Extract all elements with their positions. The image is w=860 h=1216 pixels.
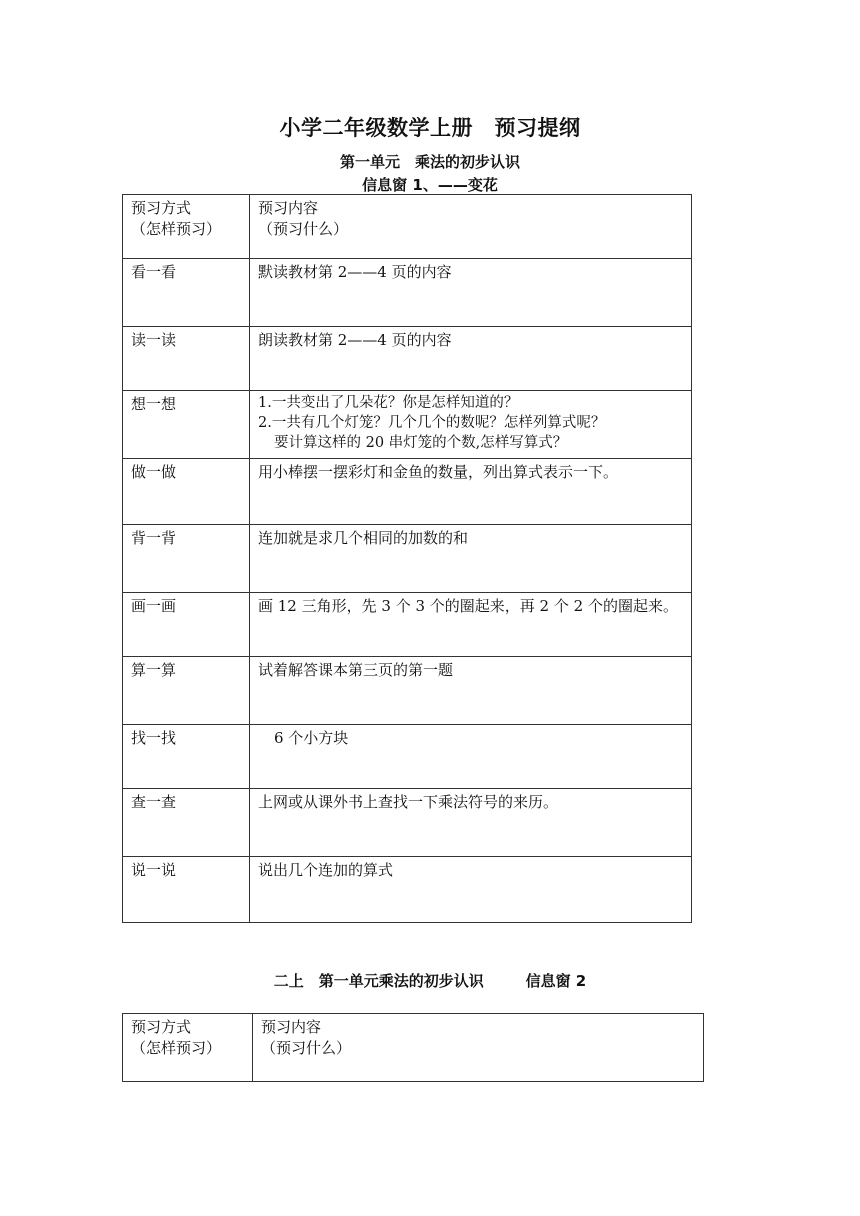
table-row [123,657,692,725]
method-cell: 做一做 [123,459,250,525]
method-cell: 背一背 [123,525,250,593]
method-cell: 查一查 [123,789,250,857]
content-cell [250,391,692,459]
table-header-row [123,195,692,259]
content-cell [250,259,692,327]
content-cell [250,657,692,725]
method-cell: 看一看 [123,259,250,327]
method-header-cell [123,195,250,259]
content-line: 默读教材第 2——4 页的内容 [258,263,452,281]
unit-title: 第一单元 乘法的初步认识 [339,153,520,171]
method-cell: 读一读 [123,327,250,391]
content-line: 画 12 三角形，先 3 个 3 个的圈起来，再 2 个 2 个的圈起来。 [258,597,678,615]
page-title: 小学二年级数学上册 预习提纲 [279,116,581,140]
content-cell [250,327,692,391]
table-row [123,259,692,327]
table-row [123,857,692,923]
content-line: 2.一共有几个灯笼？几个几个的数呢？怎样列算式呢？ [258,415,606,431]
preview-table-2 [122,1013,704,1082]
content-line: 连加就是求几个相同的加数的和 [258,529,469,547]
method-cell: 找一找 [123,725,250,789]
method-cell: 说一说 [123,857,250,923]
section2-window-label: 信息窗 2 [525,972,587,990]
content-header-cell [253,1014,704,1082]
content-header-note: （预习什么） [258,220,349,238]
method-header-note: （怎样预习） [131,1039,222,1057]
method-cell: 想一想 [123,391,250,459]
table-row [123,789,692,857]
content-cell [250,593,692,657]
table-header-row [123,1014,704,1082]
content-line: 6 个小方块 [274,729,349,747]
content-header-cell [250,195,692,259]
table-row [123,391,692,459]
table-row [123,593,692,657]
content-cell [250,459,692,525]
content-cell [250,725,692,789]
method-header-label: 预习方式 [131,199,192,217]
content-line: 试着解答课本第三页的第一题 [258,661,454,679]
content-header-label: 预习内容 [261,1018,322,1036]
method-header-note: （怎样预习） [131,220,222,238]
method-header-label: 预习方式 [131,1018,192,1036]
table-row [123,725,692,789]
table-row [123,525,692,593]
content-header-label: 预习内容 [258,199,319,217]
content-line: 要计算这样的 20 串灯笼的个数,怎样写算式？ [274,435,568,451]
content-line: 1.一共变出了几朵花？你是怎样知道的？ [258,395,519,411]
table-row [123,459,692,525]
section2-title [0,970,860,991]
content-header-note: （预习什么） [261,1039,352,1057]
content-line: 用小棒摆一摆彩灯和金鱼的数量，列出算式表示一下。 [258,463,619,481]
method-cell: 画一画 [123,593,250,657]
method-cell: 算一算 [123,657,250,725]
method-header-cell [123,1014,253,1082]
preview-table-1 [122,194,692,923]
content-line: 上网或从课外书上查找一下乘法符号的来历。 [258,793,559,811]
content-cell [250,857,692,923]
content-cell [250,525,692,593]
content-line: 说出几个连加的算式 [258,861,394,879]
table-row [123,327,692,391]
section2-unit-label: 二上 第一单元乘法的初步认识 [273,972,484,990]
content-cell [250,789,692,857]
content-line: 朗读教材第 2——4 页的内容 [258,331,452,349]
window-title: 信息窗 1、——变花 [362,176,498,194]
